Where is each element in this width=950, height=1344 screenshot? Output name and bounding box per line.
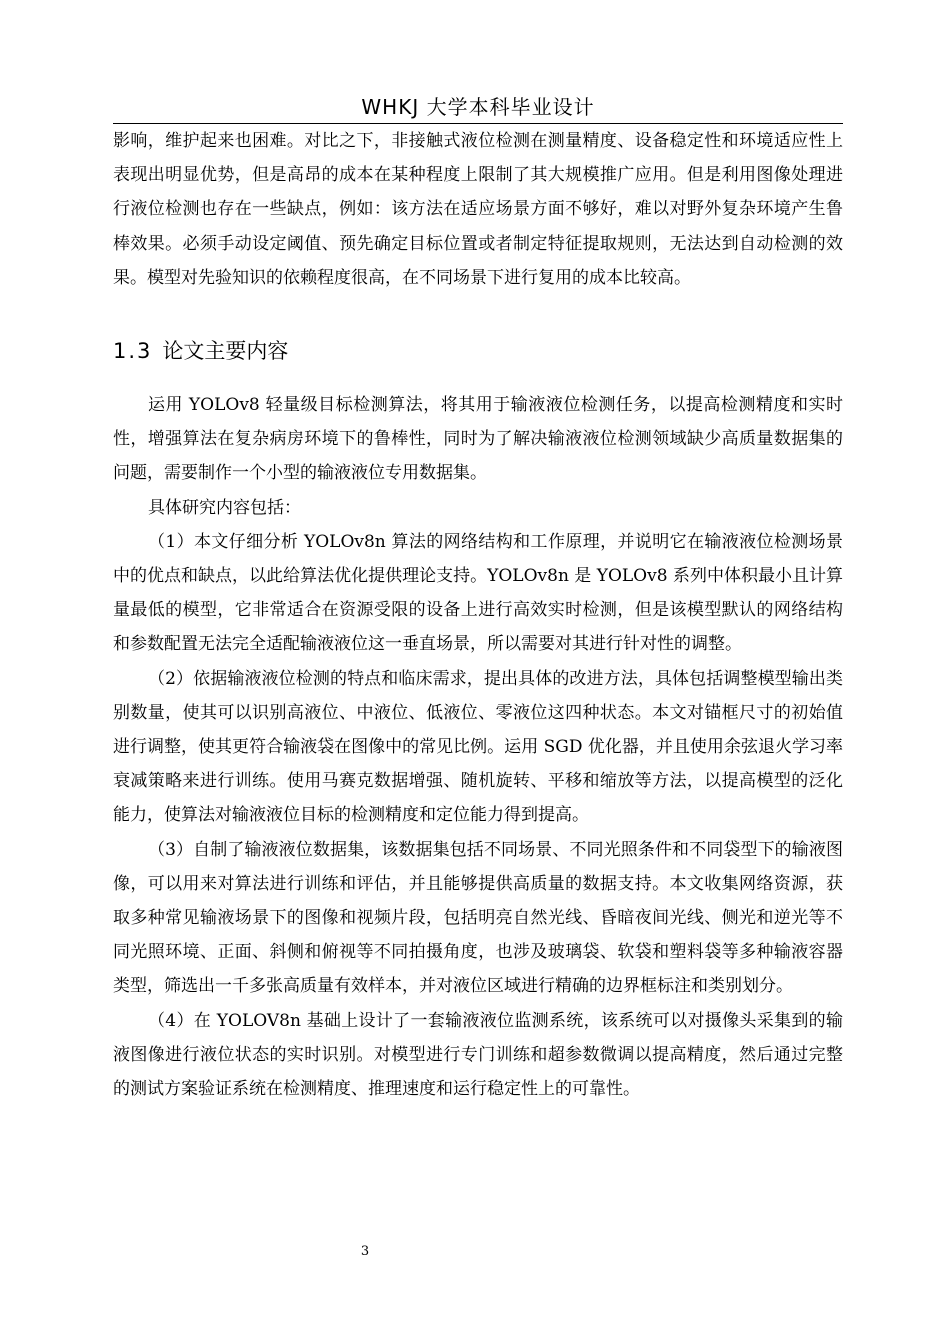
body-paragraph: （2）依据输液液位检测的特点和临床需求，提出具体的改进方法，具体包括调整模型输出类别数量，使其可以识别高液位、中液位、低液位、零液位这四种状态。本文对锚框尺寸的初始值进行调整，使其更符合输液袋在图像中的常见比例。运用 SGD 优化器，并且使用余弦退火学习率衰减策略来进行训练。使用马赛克数据增强、随机旋转、平移和缩放等方法，以提高模型的泛化能力，使算法对输液液位目标的检测精度和定位能力得到提高。 [113,668,843,826]
section-body [113,388,843,1106]
intro-paragraph: 影响，维护起来也困难。对比之下，非接触式液位检测在测量精度、设备稳定性和环境适应性上表现出明显优势，但是高昂的成本在某种程度上限制了其大规模推广应用。但是利用图像处理进行液位检测也存在一些缺点，例如：该方法在适应场景方面不够好，难以对野外复杂环境产生鲁棒效果。必须手动设定阈值、预先确定目标位置或者制定特征提取规则，无法达到自动检测的效果。模型对先验知识的依赖程度很高，在不同场景下进行复用的成本比较高。 [113,131,843,288]
body-paragraph: （3）自制了输液液位数据集，该数据集包括不同场景、不同光照条件和不同袋型下的输液图像，可以用来对算法进行训练和评估，并且能够提供高质量的数据支持。本文收集网络资源，获取多种常见输液场景下的图像和视频片段，包括明亮自然光线、昏暗夜间光线、侧光和逆光等不同光照环境、正面、斜侧和俯视等不同拍摄角度，也涉及玻璃袋、软袋和塑料袋等多种输液容器类型，筛选出一千多张高质量有效样本，并对液位区域进行精确的边界框标注和类别划分。 [113,839,843,997]
intro-block [113,124,843,295]
body-paragraph: （1）本文仔细分析 YOLOv8n 算法的网络结构和工作原理，并说明它在输液液位检测场景中的优点和缺点，以此给算法优化提供理论支持。YOLOv8n 是 YOLOv8 系列中体积最小且计算量最低的模型，它非常适合在资源受限的设备上进行高效实时检测，但是该模型默认的网络结构和参数配置无法完全适配输液液位这一垂直场景，所以需要对其进行针对性的调整。 [113,531,843,655]
body-paragraph: 具体研究内容包括： [148,497,301,518]
section-heading [113,334,843,368]
body-paragraph: 运用 YOLOv8 轻量级目标检测算法，将其用于输液液位检测任务，以提高检测精度和实时性，增强算法在复杂病房环境下的鲁棒性，同时为了解决输液液位检测领域缺少高质量数据集的问题，需要制作一个小型的输液液位专用数据集。 [113,395,843,484]
body-paragraph: （4）在 YOLOV8n 基础上设计了一套输液液位监测系统，该系统可以对摄像头采集到的输液图像进行液位状态的实时识别。对模型进行专门训练和超参数微调以提高精度，然后通过完整的测试方案验证系统在检测精度、推理速度和运行稳定性上的可靠性。 [113,1010,843,1100]
page-header: WHKJ 大学本科毕业设计 [361,95,595,119]
page-number: 3 [360,1244,370,1259]
section-number: 1.3 [113,339,153,363]
section-title: 论文主要内容 [162,339,289,363]
